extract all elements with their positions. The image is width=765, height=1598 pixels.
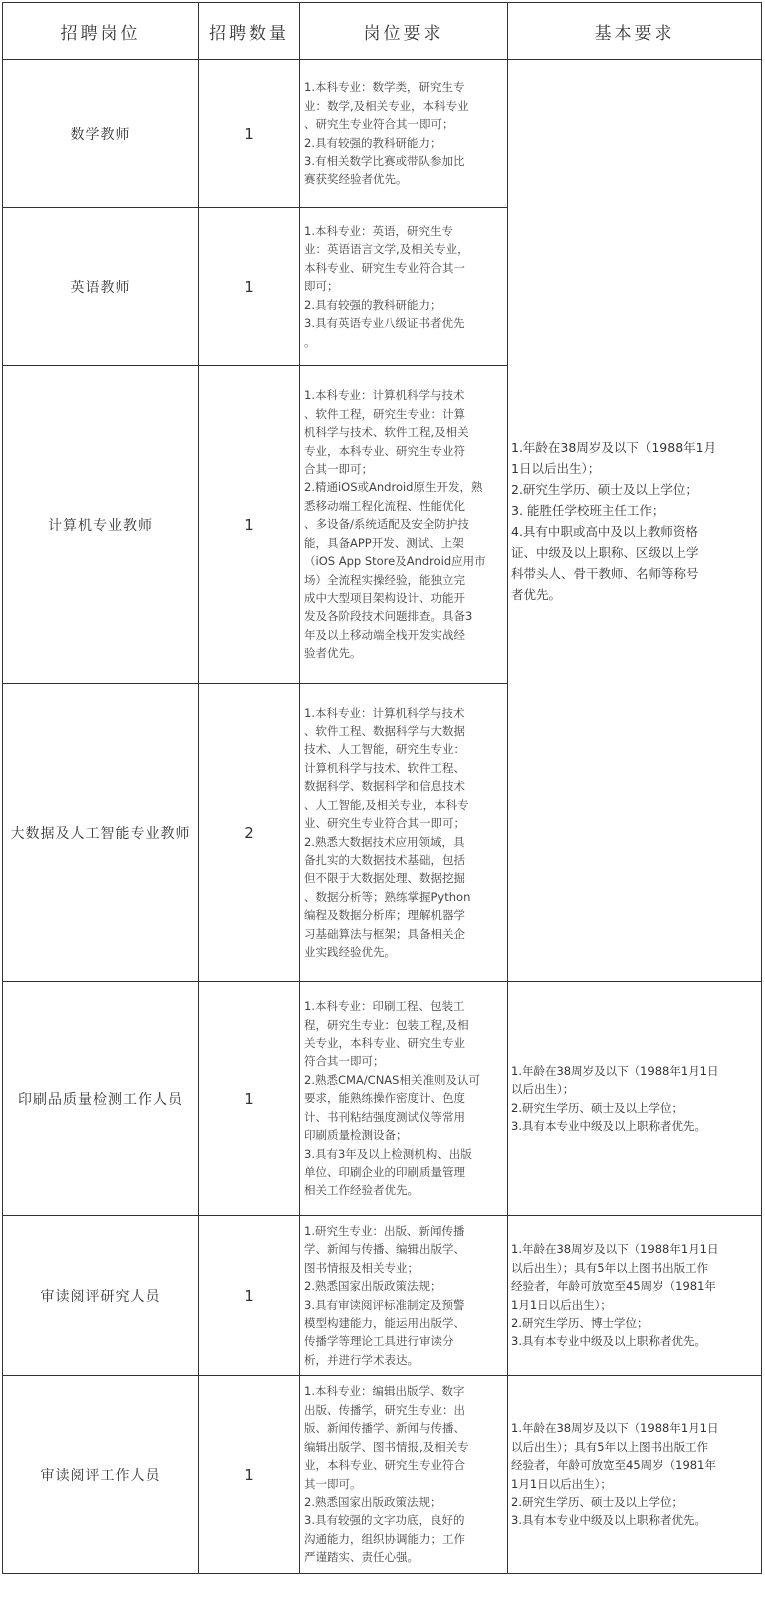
requirement-line: 相关工作经验者优先。 (304, 1183, 419, 1198)
requirement-line: 专业，本科专业、研究生专业符 (304, 443, 465, 458)
requirement-line: 2.熟悉CMA/CNAS相关准则及认可 (304, 1072, 480, 1087)
position-title: 英语教师 (3, 208, 199, 366)
basic-requirement-line: 2.研究生学历、硕士及以上学位； (511, 1100, 683, 1115)
requirement-line: 赛获奖经验者优先。 (304, 172, 408, 187)
requirement-line: 计、书刊粘结强度测试仪等常用 (304, 1109, 465, 1124)
requirement-line: 年及以上移动端全栈开发实战经 (304, 627, 465, 642)
basic-requirement-line: 1月1日以后出生）； (511, 1476, 612, 1491)
requirement-line: 即可； (304, 279, 339, 294)
basic-requirement-line: 1.年龄在38周岁及以下（1988年1月1日 (511, 1063, 719, 1078)
requirement-line: 单位、印刷企业的印刷质量管理 (304, 1164, 465, 1179)
requirement-line: 3.具有3年及以上检测机构、出版 (304, 1146, 472, 1161)
requirement-line: 合其一即可； (304, 462, 373, 477)
position-title: 审读阅评工作人员 (3, 1376, 199, 1574)
basic-requirement-line: 经验者，年龄可放宽至45周岁（1981年 (511, 1279, 716, 1294)
requirement-line: 关专业，本科专业、研究生专业 (304, 1036, 465, 1051)
basic-requirement-line: 3. 能胜任学校班主任工作； (511, 502, 665, 518)
requirement-line: 、软件工程，研究生专业：计算 (304, 406, 465, 421)
requirement-line: 1.本科专业：数学类，研究生专 (304, 80, 465, 95)
requirement-line: 习基础算法与框架；具备相关企 (304, 926, 465, 941)
requirement-line: 3.具有英语专业八级证书者优先 (304, 316, 465, 331)
requirement-line: 模型构建能力，能运用出版学、 (304, 1315, 465, 1330)
position-title: 大数据及人工智能专业教师 (3, 684, 199, 982)
requirement-line: 1.本科专业：计算机科学与技术 (304, 388, 465, 403)
requirement-line: 悉移动端工程化流程、性能优化 (304, 498, 465, 513)
table-row (3, 1376, 762, 1574)
position-requirements (300, 982, 508, 1216)
table-row (3, 60, 762, 208)
requirement-line: 1.本科专业：英语，研究生专 (304, 224, 453, 239)
requirement-line: 1.本科专业：印刷工程、包装工 (304, 999, 465, 1014)
table-row (3, 1216, 762, 1376)
requirement-line: 2.具有较强的教科研能力； (304, 297, 442, 312)
requirement-line: 3.具有审读阅评标准制定及预警 (304, 1297, 465, 1312)
recruitment-table (2, 2, 762, 1574)
requirement-line: 印刷质量检测设备； (304, 1128, 408, 1143)
requirement-line: 3.具有较强的文字功底，良好的 (304, 1513, 465, 1528)
header-job-requirements: 岗位要求 (300, 3, 508, 60)
basic-requirement-line: 3.具有本专业中级及以上职称者优先。 (511, 1513, 706, 1528)
requirement-line: 2.精通iOS或Android原生开发，熟 (304, 480, 483, 495)
basic-requirement-line: 者优先。 (511, 586, 562, 602)
header-row (3, 3, 762, 60)
requirement-line: 符合其一即可； (304, 1054, 385, 1069)
basic-requirement-line: 1.年龄在38周岁及以下（1988年1月1日 (511, 1242, 719, 1257)
basic-requirement-line: 2.研究生学历、硕士及以上学位； (511, 481, 698, 497)
requirement-line: 2.熟悉国家出版政策法规； (304, 1494, 442, 1509)
shared-basic-requirements (508, 60, 762, 982)
requirement-line: 、人工智能,及相关专业，本科专 (304, 797, 469, 812)
requirement-line: 业：英语语言文学,及相关专业， (304, 242, 469, 257)
basic-requirements (508, 1376, 762, 1574)
requirement-line: 成中大型项目架构设计、功能开 (304, 590, 465, 605)
requirement-line: 场）全流程实操经验，能独立完 (304, 572, 465, 587)
basic-requirement-line: 1日以后出生）； (511, 460, 601, 476)
basic-requirement-line: 3.具有本专业中级及以上职称者优先。 (511, 1334, 706, 1349)
header-count: 招聘数量 (199, 3, 300, 60)
requirement-line: 1.本科专业：编辑出版学、数字 (304, 1384, 465, 1399)
requirement-line: 数据科学、数据科学和信息技术 (304, 779, 465, 794)
requirement-line: 机科学与技术、软件工程,及相关 (304, 425, 469, 440)
requirement-line: 业实践经验优先。 (304, 944, 396, 959)
requirement-line: 传播学等理论工具进行审读分 (304, 1334, 454, 1349)
requirement-line: 发及各阶段技术问题排查。具备3 (304, 609, 473, 624)
requirement-line: 1.本科专业：计算机科学与技术 (304, 705, 465, 720)
basic-requirements (508, 1216, 762, 1376)
requirement-line: 编辑出版学、图书情报,及相关专 (304, 1439, 469, 1454)
requirement-line: 程，研究生专业：包装工程,及相 (304, 1017, 469, 1032)
requirement-line: 、多设备/系统适配及安全防护技 (304, 517, 469, 532)
requirement-line: 1.研究生专业：出版、新闻传播 (304, 1223, 465, 1238)
position-count: 1 (199, 1216, 300, 1376)
requirement-line: 编程及数据分析库；理解机器学 (304, 908, 465, 923)
requirement-line: 沟通能力，组织协调能力；工作 (304, 1531, 465, 1546)
position-requirements (300, 60, 508, 208)
position-count: 1 (199, 208, 300, 366)
position-title: 审读阅评研究人员 (3, 1216, 199, 1376)
basic-requirement-line: 4.具有中职或高中及以上教师资格 (511, 523, 698, 539)
position-count: 1 (199, 366, 300, 684)
position-requirements (300, 1216, 508, 1376)
requirement-line: 、软件工程、数据科学与大数据 (304, 724, 465, 739)
requirement-line: 。 (304, 334, 316, 349)
requirement-line: 验者优先。 (304, 646, 362, 661)
requirement-line: 出版、传播学，研究生专业：出 (304, 1402, 465, 1417)
requirement-line: 本科专业、研究生专业符合其一 (304, 260, 465, 275)
position-requirements (300, 1376, 508, 1574)
basic-requirement-line: 1.年龄在38周岁及以下（1988年1月 (511, 439, 717, 455)
requirement-line: 析，并进行学术表达。 (304, 1352, 419, 1367)
requirement-line: 业，本科专业、研究生专业符合 (304, 1458, 465, 1473)
requirement-line: 业：数学,及相关专业，本科专业 (304, 98, 469, 113)
requirement-line: 备扎实的大数据技术基础，包括 (304, 852, 465, 867)
basic-requirement-line: 以后出生）；具有5年以上图书出版工作 (511, 1260, 709, 1275)
requirement-line: 技术、人工智能，研究生专业： (304, 742, 465, 757)
basic-requirement-line: 2.研究生学历、博士学位； (511, 1315, 649, 1330)
requirement-line: 严谨踏实、责任心强。 (304, 1550, 419, 1565)
position-count: 2 (199, 684, 300, 982)
basic-requirement-line: 科带头人、骨干教师、名师等称号 (511, 565, 699, 581)
requirement-line: 图书情报及相关专业； (304, 1260, 419, 1275)
requirement-line: （iOS App Store及Android应用市 (304, 554, 486, 569)
requirement-line: 2.熟悉大数据技术应用领域，具 (304, 834, 465, 849)
position-requirements (300, 208, 508, 366)
basic-requirements (508, 982, 762, 1216)
requirement-line: 业、研究生专业符合其一即可； (304, 816, 465, 831)
basic-requirement-line: 1.年龄在38周岁及以下（1988年1月1日 (511, 1421, 719, 1436)
position-requirements (300, 684, 508, 982)
requirement-line: 但不限于大数据处理、数据挖掘 (304, 871, 465, 886)
requirement-line: 3.有相关数学比赛或带队参加比 (304, 153, 465, 168)
position-count: 1 (199, 60, 300, 208)
requirement-line: 、研究生专业符合其一即可； (304, 117, 454, 132)
requirement-line: 2.具有较强的教科研能力； (304, 135, 442, 150)
requirement-line: 学、新闻与传播、编辑出版学、 (304, 1242, 465, 1257)
position-count: 1 (199, 982, 300, 1216)
position-count: 1 (199, 1376, 300, 1574)
basic-requirement-line: 证、中级及以上职称、区级以上学 (511, 544, 699, 560)
basic-requirement-line: 3.具有本专业中级及以上职称者优先。 (511, 1118, 706, 1133)
requirement-line: 要求，能熟练操作密度计、色度 (304, 1091, 465, 1106)
requirement-line: 其一即可。 (304, 1476, 362, 1491)
requirement-line: 版、新闻传播学、新闻与传播、 (304, 1421, 465, 1436)
basic-requirement-line: 经验者，年龄可放宽至45周岁（1981年 (511, 1458, 716, 1473)
header-basic-requirements: 基本要求 (508, 3, 762, 60)
position-requirements (300, 366, 508, 684)
position-title: 印刷品质量检测工作人员 (3, 982, 199, 1216)
position-title: 数学教师 (3, 60, 199, 208)
requirement-line: 、数据分析等；熟练掌握Python (304, 889, 471, 904)
table-row (3, 982, 762, 1216)
basic-requirement-line: 1月1日以后出生）； (511, 1297, 612, 1312)
basic-requirement-line: 以后出生）；具有5年以上图书出版工作 (511, 1439, 709, 1454)
requirement-line: 计算机科学与技术、软件工程、 (304, 760, 465, 775)
basic-requirement-line: 以后出生）； (511, 1082, 575, 1097)
position-title: 计算机专业教师 (3, 366, 199, 684)
requirement-line: 2.熟悉国家出版政策法规； (304, 1279, 442, 1294)
header-position: 招聘岗位 (3, 3, 199, 60)
requirement-line: 能，具备APP开发、测试、上架 (304, 535, 464, 550)
basic-requirement-line: 2.研究生学历、硕士及以上学位； (511, 1494, 683, 1509)
